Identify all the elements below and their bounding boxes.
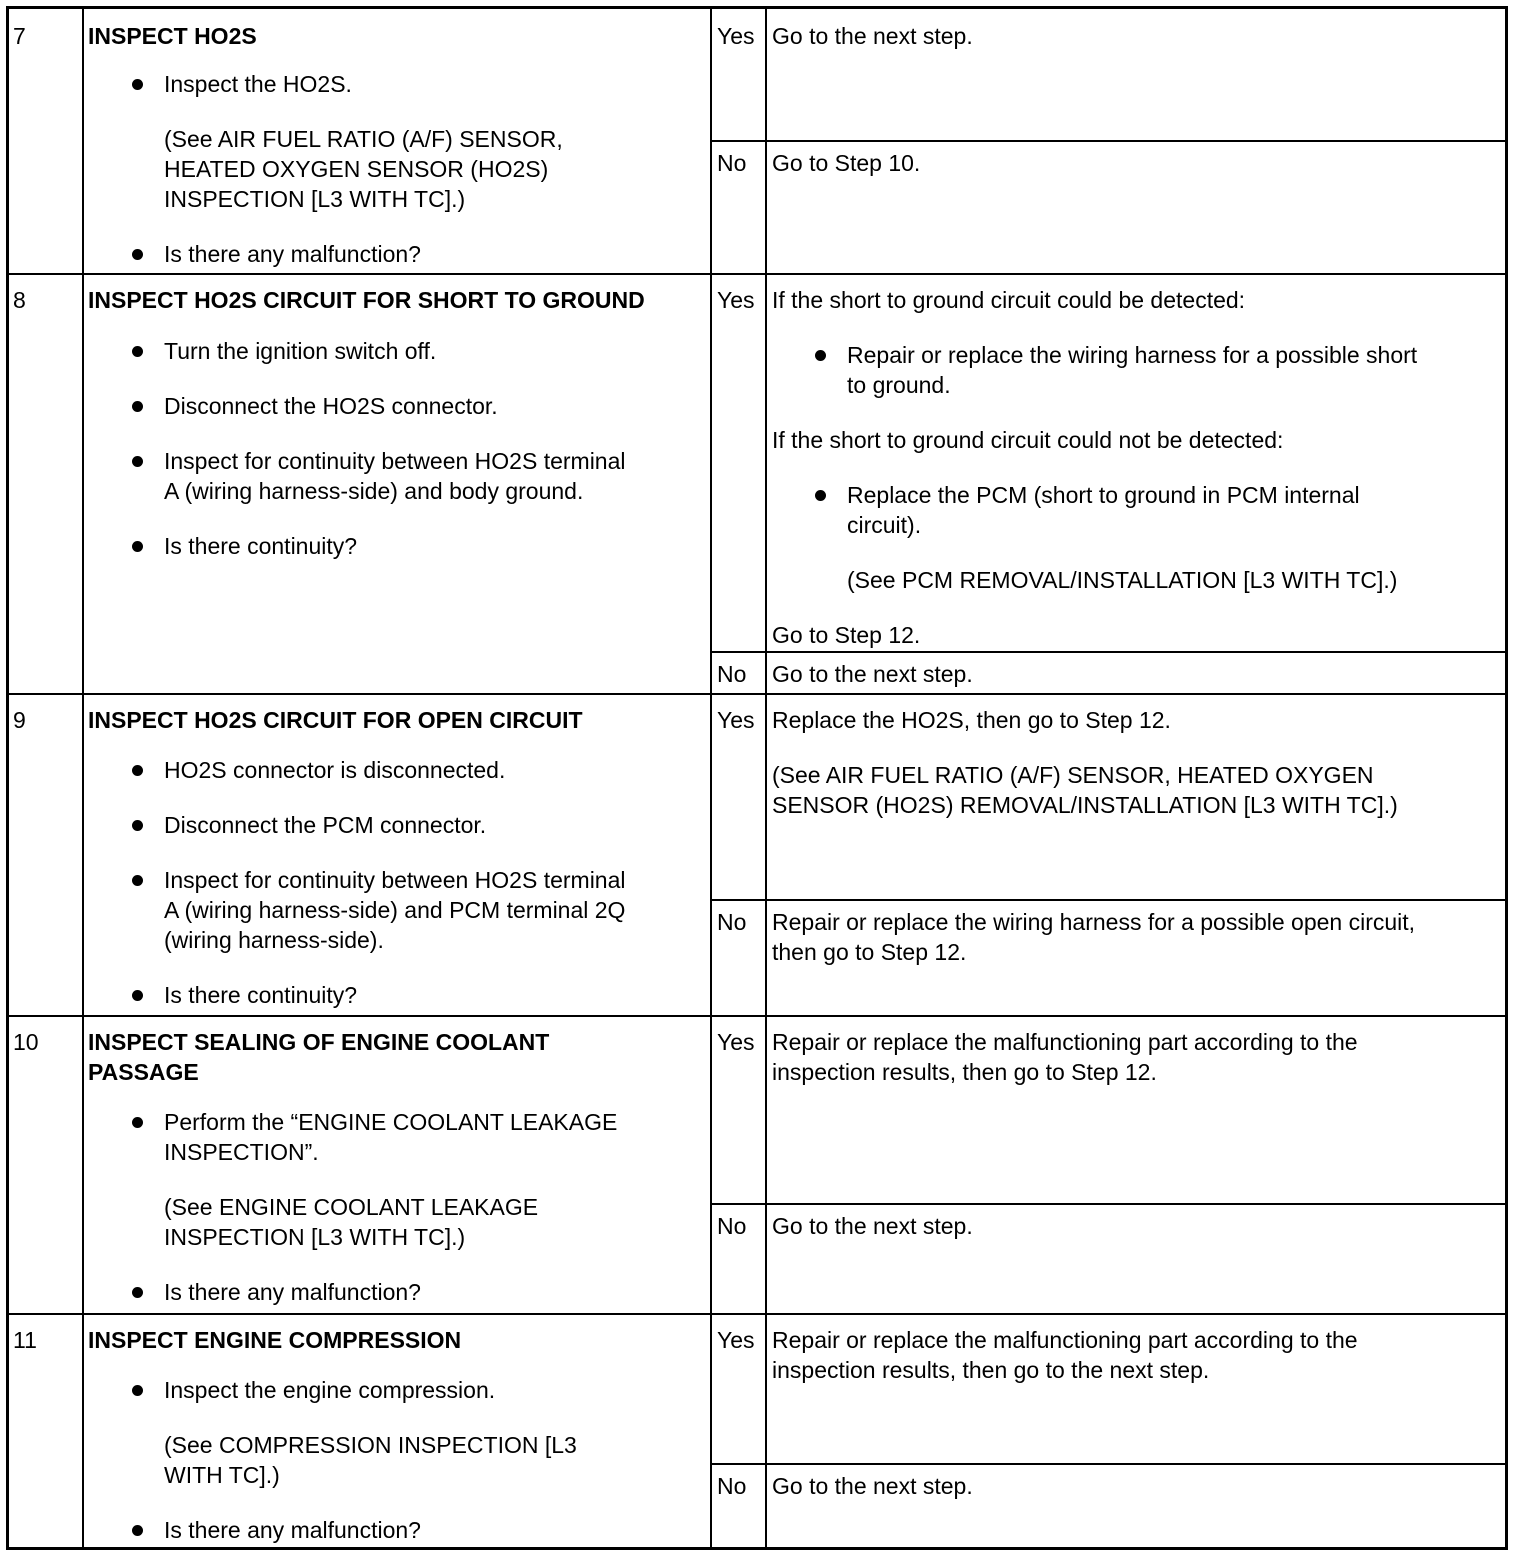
procedure-item: Is there any malfunction? [164, 1279, 421, 1305]
procedure-item: Disconnect the HO2S connector. [164, 393, 498, 419]
column-divider-action [710, 9, 712, 1547]
bullet-icon [132, 1525, 143, 1536]
procedure-item: INSPECTION”. [164, 1139, 319, 1165]
yes-action-text: SENSOR (HO2S) REMOVAL/INSTALLATION [L3 WITH TC].) [772, 792, 1398, 818]
reference-text: HEATED OXYGEN SENSOR (HO2S) [164, 156, 549, 182]
step-title: INSPECT HO2S CIRCUIT FOR OPEN CIRCUIT [88, 707, 583, 733]
bullet-icon [132, 79, 143, 90]
column-divider-step [82, 9, 84, 1547]
bullet-icon [815, 350, 826, 361]
reference-text: (See AIR FUEL RATIO (A/F) SENSOR, [164, 126, 563, 152]
bullet-icon [132, 765, 143, 776]
no-action-text: Go to Step 10. [772, 150, 921, 176]
step-title: INSPECT HO2S [88, 23, 257, 49]
procedure-item: HO2S connector is disconnected. [164, 757, 506, 783]
bullet-icon [132, 346, 143, 357]
bullet-icon [132, 820, 143, 831]
procedure-item: A (wiring harness-side) and body ground. [164, 478, 584, 504]
bullet-icon [132, 1385, 143, 1396]
bullet-icon [132, 1287, 143, 1298]
step-title: PASSAGE [88, 1059, 199, 1085]
yes-no-divider [710, 899, 1505, 901]
step-number: 9 [13, 707, 26, 733]
no-label: No [717, 909, 747, 935]
no-label: No [717, 1473, 747, 1499]
procedure-item: Is there continuity? [164, 533, 358, 559]
procedure-item: A (wiring harness-side) and PCM terminal 2Q [164, 897, 626, 923]
step-number: 11 [13, 1327, 37, 1353]
yes-action-text: Replace the HO2S, then go to Step 12. [772, 707, 1171, 733]
bullet-icon [132, 456, 143, 467]
yes-action-text: If the short to ground circuit could be detected: [772, 287, 1246, 313]
procedure-item: Inspect the engine compression. [164, 1377, 496, 1403]
step-title: INSPECT SEALING OF ENGINE COOLANT [88, 1029, 550, 1055]
bullet-icon [132, 990, 143, 1001]
yes-action-text: inspection results, then go to the next step. [772, 1357, 1210, 1383]
yes-action-text: inspection results, then go to Step 12. [772, 1059, 1157, 1085]
yes-action-text: Repair or replace the malfunctioning part according to the [772, 1029, 1358, 1055]
yes-action-text: Go to Step 12. [772, 622, 921, 648]
no-action-text: Repair or replace the wiring harness for a possible open circuit, [772, 909, 1416, 935]
no-action-text: Go to the next step. [772, 1213, 973, 1239]
row-divider [9, 693, 1505, 695]
procedure-item: Perform the “ENGINE COOLANT LEAKAGE [164, 1109, 618, 1135]
no-action-text: then go to Step 12. [772, 939, 967, 965]
procedure-item: Inspect the HO2S. [164, 71, 352, 97]
procedure-item: Inspect for continuity between HO2S terminal [164, 448, 626, 474]
procedure-item: Inspect for continuity between HO2S terminal [164, 867, 626, 893]
column-divider-answer [765, 9, 767, 1547]
reference-text: WITH TC].) [164, 1462, 280, 1488]
no-action-text: Go to the next step. [772, 1473, 973, 1499]
yes-no-divider [710, 651, 1505, 653]
no-action-text: Go to the next step. [772, 661, 973, 687]
yes-action-text: to ground. [847, 372, 951, 398]
yes-no-divider [710, 1463, 1505, 1465]
yes-no-divider [710, 1203, 1505, 1205]
row-divider [9, 1015, 1505, 1017]
procedure-item: Is there continuity? [164, 982, 358, 1008]
reference-text: (See ENGINE COOLANT LEAKAGE [164, 1194, 539, 1220]
procedure-item: Disconnect the PCM connector. [164, 812, 487, 838]
step-title: INSPECT ENGINE COMPRESSION [88, 1327, 462, 1353]
yes-action-text: (See AIR FUEL RATIO (A/F) SENSOR, HEATED OXYGEN [772, 762, 1374, 788]
step-number: 10 [13, 1029, 39, 1055]
bullet-icon [132, 875, 143, 886]
row-divider [9, 273, 1505, 275]
yes-label: Yes [717, 23, 755, 49]
step-title: INSPECT HO2S CIRCUIT FOR SHORT TO GROUND [88, 287, 645, 313]
no-label: No [717, 150, 747, 176]
yes-label: Yes [717, 707, 755, 733]
no-label: No [717, 661, 747, 687]
procedure-item: Is there any malfunction? [164, 241, 421, 267]
bullet-icon [132, 1117, 143, 1128]
yes-action-text: If the short to ground circuit could not be detected: [772, 427, 1284, 453]
yes-label: Yes [717, 1327, 755, 1353]
step-number: 7 [13, 23, 26, 49]
yes-no-divider [710, 140, 1505, 142]
troubleshooting-table [6, 6, 1508, 1550]
no-label: No [717, 1213, 747, 1239]
bullet-icon [132, 541, 143, 552]
reference-text: (See COMPRESSION INSPECTION [L3 [164, 1432, 577, 1458]
row-divider [9, 1313, 1505, 1315]
bullet-icon [815, 490, 826, 501]
yes-label: Yes [717, 287, 755, 313]
bullet-icon [132, 249, 143, 260]
yes-action-text: (See PCM REMOVAL/INSTALLATION [L3 WITH TC].) [847, 567, 1398, 593]
yes-action-text: Go to the next step. [772, 23, 973, 49]
bullet-icon [132, 401, 143, 412]
procedure-item: (wiring harness-side). [164, 927, 384, 953]
yes-action-text: circuit). [847, 512, 922, 538]
yes-action-text: Repair or replace the malfunctioning part according to the [772, 1327, 1358, 1353]
yes-action-text: Replace the PCM (short to ground in PCM internal [847, 482, 1360, 508]
step-number: 8 [13, 287, 26, 313]
yes-action-text: Repair or replace the wiring harness for a possible short [847, 342, 1418, 368]
reference-text: INSPECTION [L3 WITH TC].) [164, 186, 466, 212]
procedure-item: Turn the ignition switch off. [164, 338, 437, 364]
yes-label: Yes [717, 1029, 755, 1055]
reference-text: INSPECTION [L3 WITH TC].) [164, 1224, 466, 1250]
procedure-item: Is there any malfunction? [164, 1517, 421, 1543]
